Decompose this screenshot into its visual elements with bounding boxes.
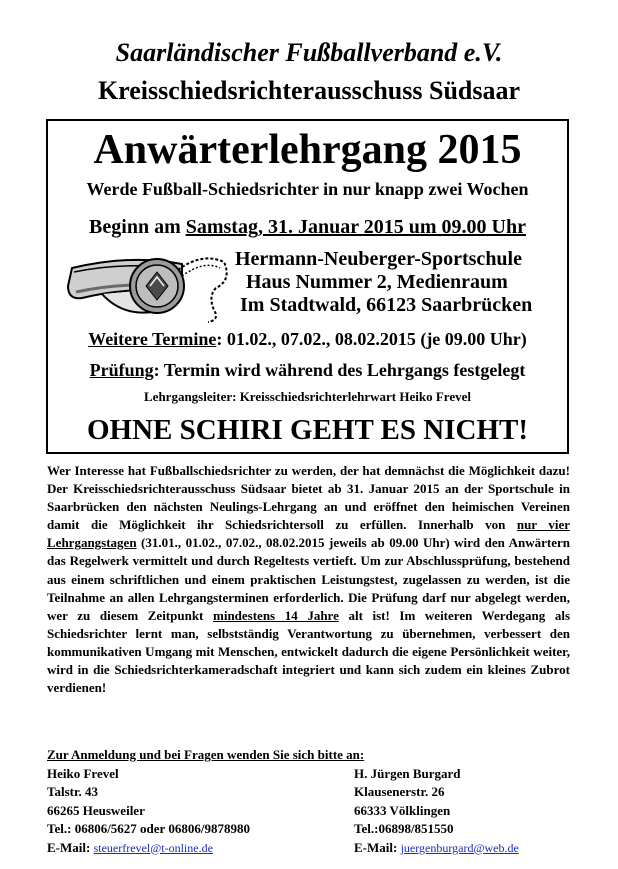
body-emphasis-days: nur vier Lehrgangstagen — [47, 517, 570, 551]
begin-prefix: Beginn am — [89, 216, 186, 238]
slogan: OHNE SCHIRI GEHT ES NICHT! — [86, 414, 529, 446]
committee-title: Kreisschiedsrichterausschuss Südsaar — [97, 76, 521, 105]
venue-street-city: Im Stadtwald, 66123 Saarbrücken — [240, 294, 533, 316]
course-subtitle: Werde Fußball-Schiedsrichter in nur knapp zwei Wochen — [86, 179, 529, 199]
contact-right-phone: Tel.:06898/851550 — [354, 821, 454, 837]
contact-left-phone: Tel.: 06806/5627 oder 06806/9878980 — [47, 821, 250, 837]
exam-label: Prüfung — [89, 360, 154, 380]
contact-right-city: 66333 Völklingen — [354, 802, 451, 818]
further-dates — [48, 328, 567, 350]
contact-left-street: Talstr. 43 — [47, 784, 99, 800]
course-title: Anwärterlehrgang 2015 — [93, 127, 522, 173]
org-title: Saarländischer Fußballverband e.V. — [115, 38, 503, 67]
contact-right-name: H. Jürgen Burgard — [354, 766, 461, 781]
dates-label: Weitere Termine — [88, 329, 217, 349]
contact-left-email-row — [47, 839, 250, 857]
contact-right-email-label: E-Mail: — [354, 839, 401, 855]
body-part-1: Wer Interesse hat Fußballschiedsrichter zu werden, der hat demnächst die Möglichkeit dazu! Der Kreisschiedsrichterausschuss Südsaar bietet ab 31. Januar 2015 an der Sportschule in Saarbrücken den nächsten Neulings-Lehrgang an und eröffnet den heimischen Vereinen damit die Möglichkeit ihr Schiedsrichtersoll zu erfüllen. Innerhalb von — [47, 463, 570, 533]
course-begin — [48, 215, 567, 239]
contact-left-email-link[interactable]: steuerfrevel@t-online.de — [93, 840, 213, 855]
body-part-3: alt ist! Im weiteren Werdegang als Schiedsrichter lernt man, selbstständig Verantwortung zu übernehmen, verbessert den kommunikativen Umgang mit Menschen, entwickelt dadurch die eigene Persönlichkeit weiter, wird in die Schiedsrichterkameradschaft integriert und kann sich zudem ein kleines Zubrot verdienen! — [47, 607, 570, 696]
contact-heading: Zur Anmeldung und bei Fragen wenden Sie sich bitte an: — [47, 747, 365, 762]
contact-right-street: Klausenerstr. 26 — [354, 784, 445, 800]
body-emphasis-age: mindestens 14 Jahre — [213, 607, 339, 623]
venue-name: Hermann-Neuberger-Sportschule — [235, 248, 522, 270]
venue-address — [234, 248, 564, 317]
contact-left-email-label: E-Mail: — [47, 839, 94, 855]
contact-left — [47, 765, 250, 857]
contact-right-email-row — [354, 839, 519, 857]
exam-value: : Termin wird während des Lehrgangs festgelegt — [153, 360, 526, 380]
course-leader: Lehrgangsleiter: Kreisschiedsrichterlehrwart Heiko Frevel — [144, 389, 471, 404]
course-info-box — [46, 119, 569, 454]
begin-date: Samstag, 31. Januar 2015 um 09.00 Uhr — [185, 216, 526, 238]
whistle-icon — [62, 246, 232, 326]
exam-info — [48, 359, 567, 381]
description-paragraph — [47, 462, 570, 697]
contact-right-email-link[interactable]: juergenburgard@web.de — [400, 840, 519, 855]
body-part-2: (31.01., 01.02., 07.02., 08.02.2015 jeweils ab 09.00 Uhr) wird den Anwärtern das Regelwerk vermittelt und durch Regeltests vertieft. Um zur Abschlussprüfung, bestehend aus einem schriftlichen und einem praktischen Leistungstest, zugelassen zu werden, ist die Teilnahme an allen Lehrgangsterminen erforderlich. Die Prüfung darf nur abgelegt werden, wer zu diesem Zeitpunkt — [47, 535, 570, 623]
venue-room: Haus Nummer 2, Medienraum — [246, 271, 508, 293]
contact-left-name: Heiko Frevel — [47, 766, 119, 781]
contact-right — [354, 765, 519, 857]
contact-left-city: 66265 Heusweiler — [47, 802, 145, 818]
dates-value: : 01.02., 07.02., 08.02.2015 (je 09.00 Uhr) — [216, 329, 527, 349]
